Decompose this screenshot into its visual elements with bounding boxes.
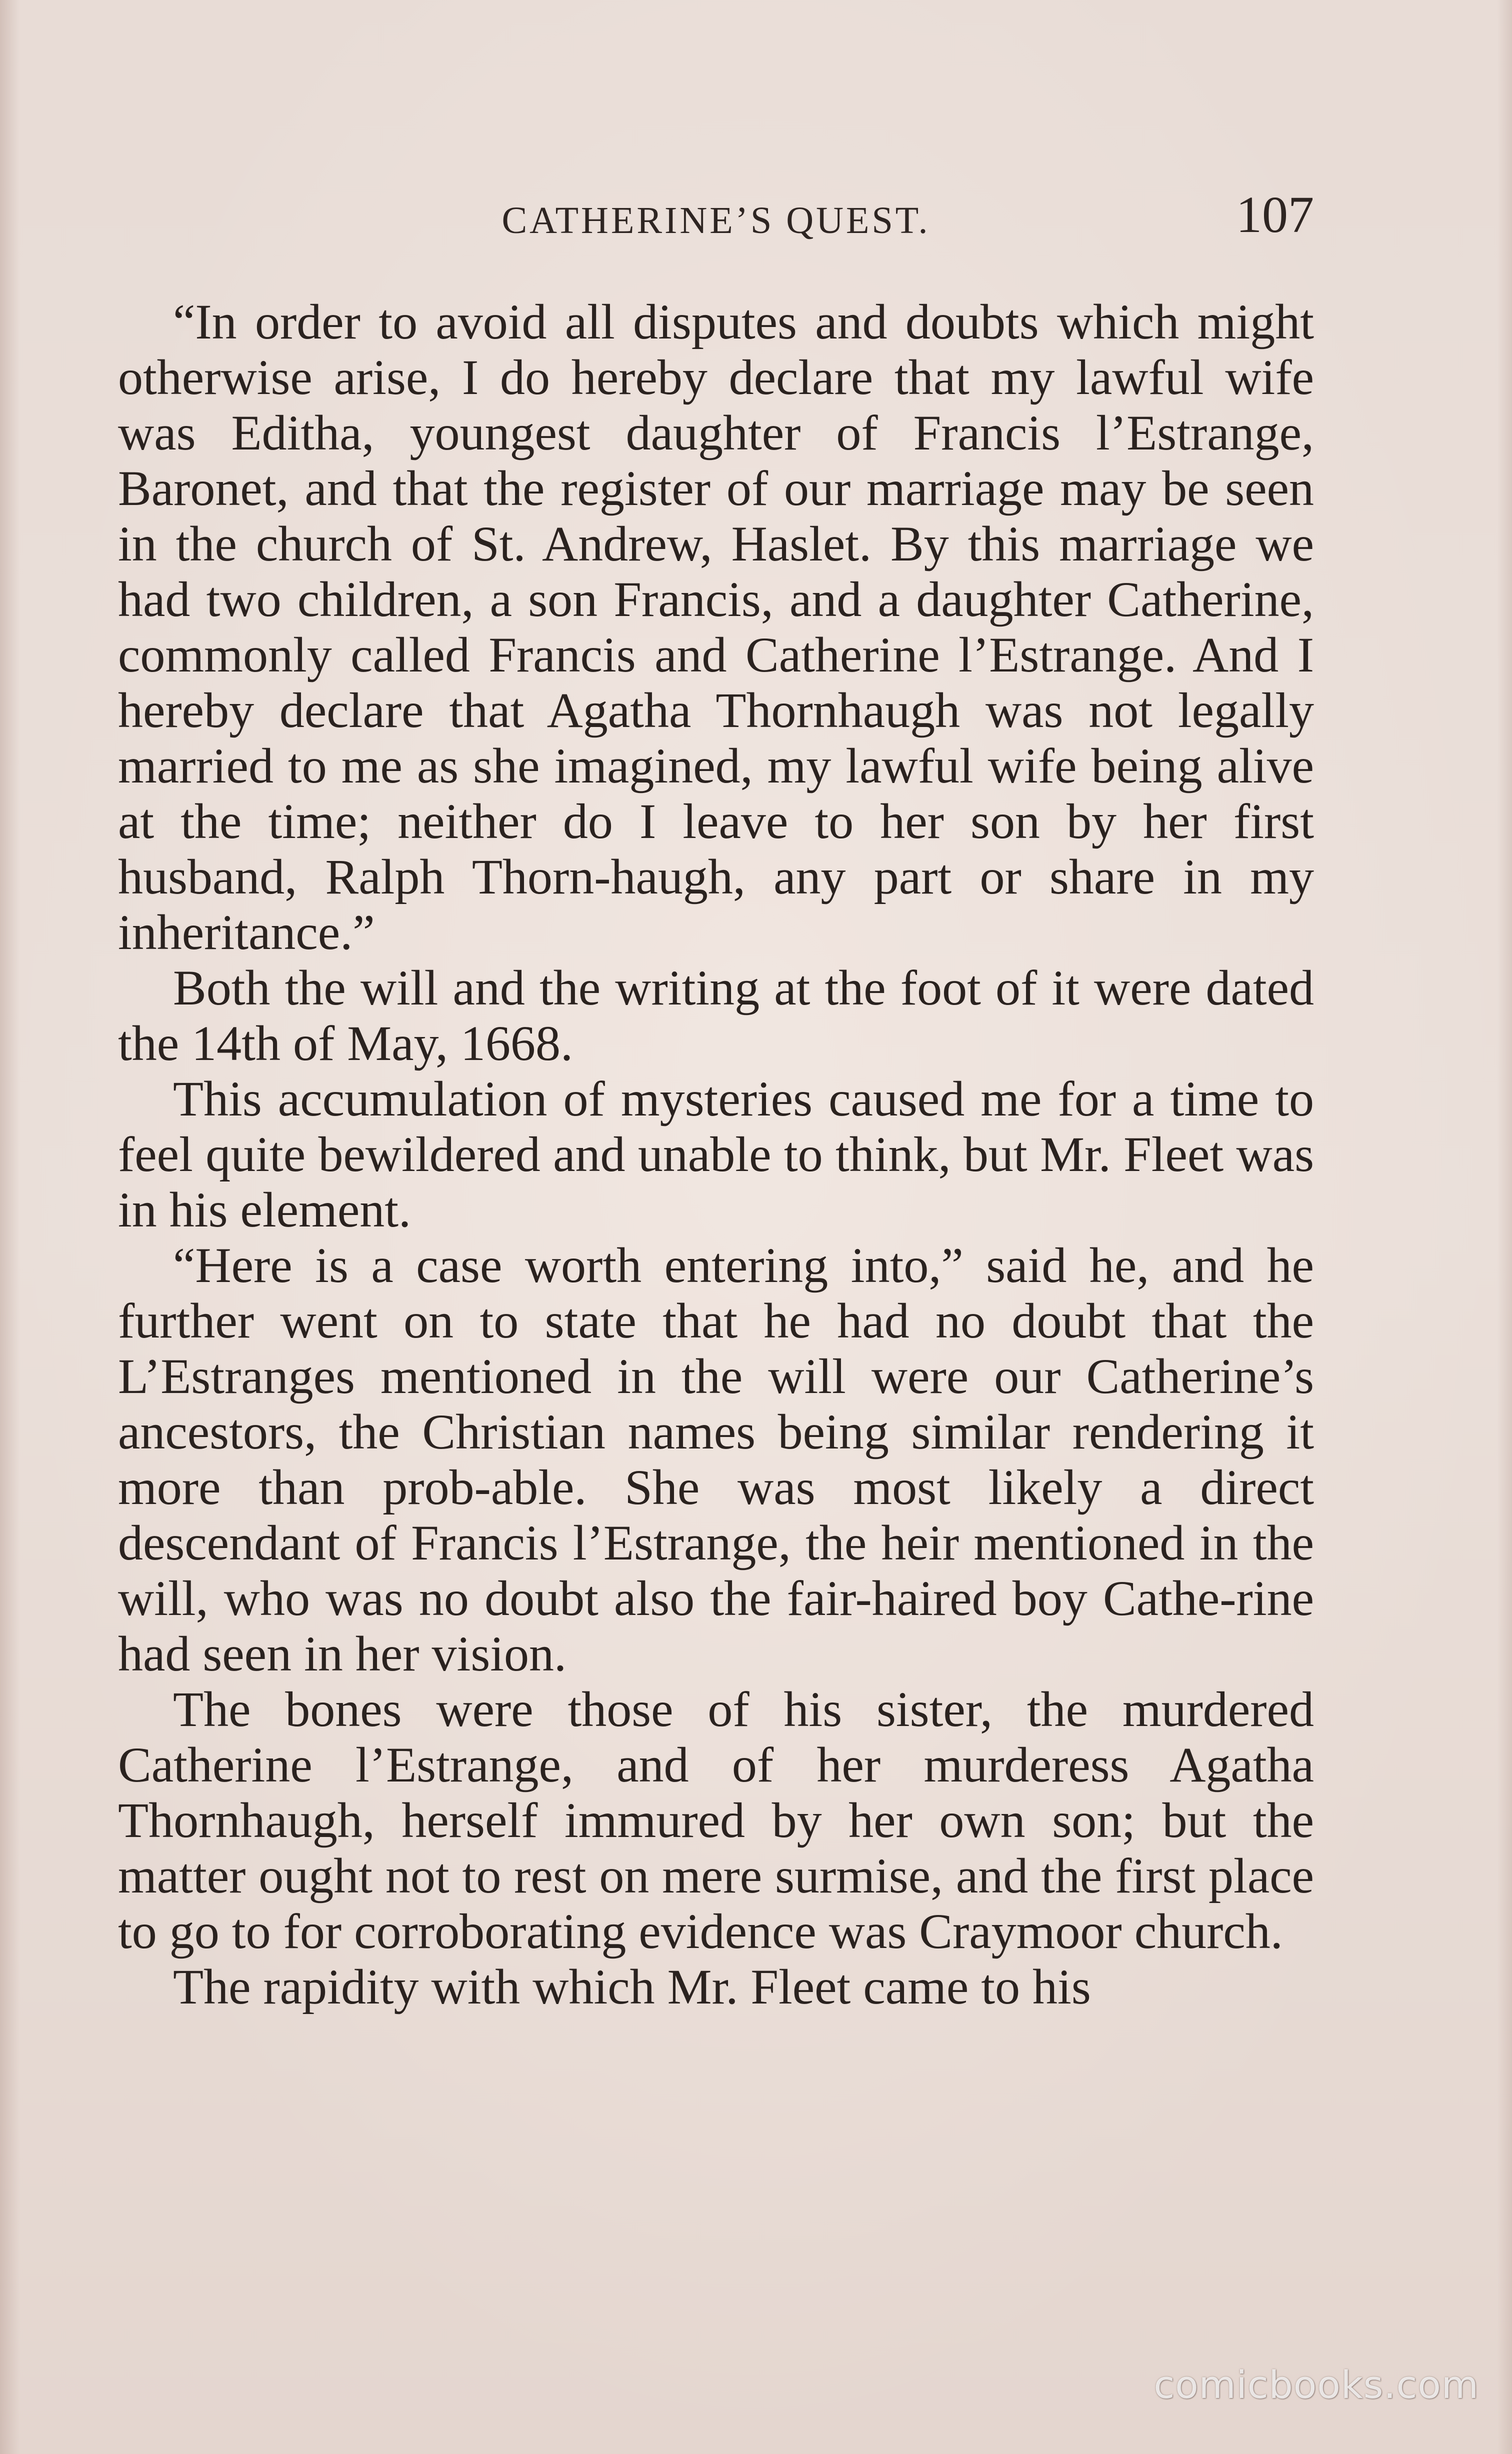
paragraph-will-declaration: “In order to avoid all disputes and doubts which might otherwise arise, I do hereby declare that my lawful wife was Editha, youngest daughter of Francis l’Estrange, Baronet, and that the register of our marriage may be seen in the church of St. Andrew, Haslet. By this marriage we had two children, a son Francis, and a daughter Catherine, commonly called Francis and Catherine l’Estrange. And I hereby declare that Agatha Thornhaugh was not legally married to me as she imagined, my lawful wife being alive at the time; neither do I leave to her son by her first husband, Ralph Thorn-haugh, any part or share in my inheritance.” <box>118 294 1314 960</box>
running-title: CATHERINE’S QUEST. <box>502 200 930 242</box>
paragraph-mysteries: This accumulation of mysteries caused me for a time to feel quite bewildered and unable to think, but Mr. Fleet was in his element. <box>118 1071 1314 1238</box>
page-shadow-right <box>1497 0 1512 2454</box>
paragraph-case-worth: “Here is a case worth entering into,” said he, and he further went on to state that he had no doubt that the L’Estranges mentioned in the will were our Catherine’s ancestors, the Christian names being similar rendering it more than prob-able. She was most likely a direct descendant of Francis l’Estrange, the heir mentioned in the will, who was no doubt also the fair-haired boy Cathe-rine had seen in her vision. <box>118 1238 1314 1682</box>
paragraph-rapidity: The rapidity with which Mr. Fleet came to his <box>173 1959 1091 2014</box>
source-watermark: comicbooks.com <box>1154 2362 1479 2407</box>
page-header <box>118 185 1314 245</box>
paragraph-dates: Both the will and the writing at the foot of it were dated the 14th of May, 1668. <box>118 960 1314 1071</box>
body-text <box>118 294 1314 2014</box>
paragraph-bones: The bones were those of his sister, the murdered Catherine l’Estrange, and of her murderess Agatha Thornhaugh, herself immured by her own son; but the matter ought not to rest on mere surmise, and the first place to go to for corroborating evidence was Craymoor church. <box>118 1682 1314 1959</box>
page-number: 107 <box>1236 186 1314 244</box>
page-shadow-left <box>0 0 20 2454</box>
